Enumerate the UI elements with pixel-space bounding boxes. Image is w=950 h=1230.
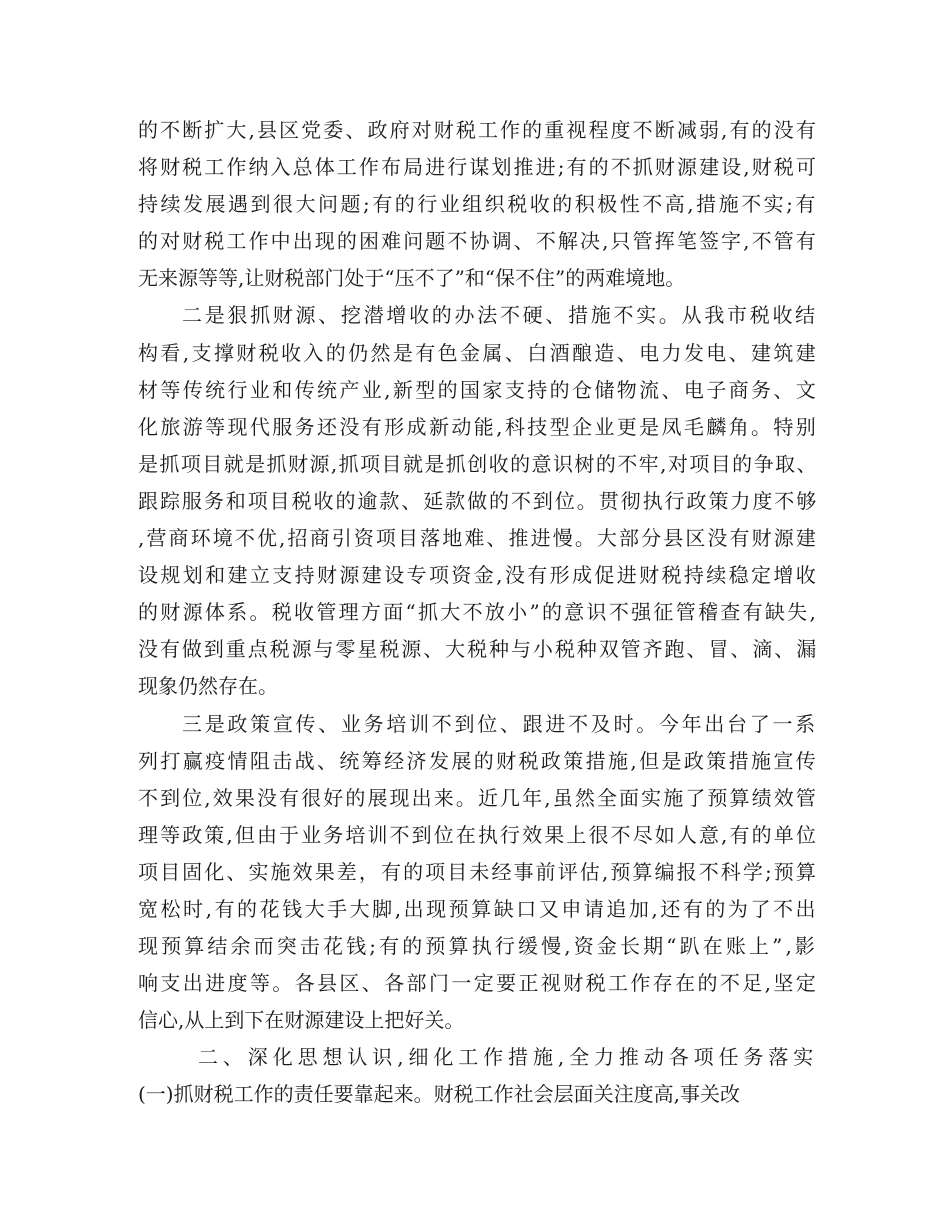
text-line: 化旅游等现代服务还没有形成新动能,科技型企业更是凤毛麟角。特别 — [138, 414, 818, 439]
section-heading: 二、深化思想认识,细化工作措施,全力推动各项任务落实 — [198, 1045, 818, 1070]
text-line: 材等传统行业和传统产业,新型的国家支持的仓储物流、电子商务、文 — [138, 377, 818, 402]
text-line: 的对财税工作中出现的困难问题不协调、不解决,只管挥笔签字,不管有 — [138, 229, 818, 254]
text-line: 的财源体系。税收管理方面“抓大不放小”的意识不强征管稽查有缺失, — [138, 600, 818, 625]
text-line: 无来源等等,让财税部门处于“压不了”和“保不住”的两难境地。 — [138, 266, 686, 291]
text-line: ,营商环境不优,招商引资项目落地难、推进慢。大部分县区没有财源建 — [138, 526, 818, 551]
text-line: 是抓项目就是抓财源,抓项目就是抓创收的意识树的不牢,对项目的争取、 — [138, 451, 818, 476]
paragraph — [138, 297, 818, 705]
text-line: 跟踪服务和项目税收的逾款、延款做的不到位。贯彻执行政策力度不够 — [138, 488, 818, 513]
text-line: (一)抓财税工作的责任要靠起来。财税工作社会层面关注度高,事关改 — [138, 1082, 740, 1107]
text-line: 信心,从上到下在财源建设上把好关。 — [138, 1008, 465, 1033]
text-line: 现预算结余而突击花钱;有的预算执行缓慢,资金长期“趴在账上”,影 — [138, 934, 818, 959]
text-line: 构看,支撑财税收入的仍然是有色金属、白酒酿造、电力发电、建筑建 — [138, 340, 818, 365]
paragraph — [138, 1039, 818, 1113]
paragraph — [138, 706, 818, 1040]
text-line: 将财税工作纳入总体工作布局进行谋划推进;有的不抓财源建设,财税可 — [138, 155, 818, 180]
text-line: 列打赢疫情阻击战、统筹经济发展的财税政策措施,但是政策措施宣传 — [138, 748, 818, 773]
text-line: 项目固化、实施效果差，有的项目未经事前评估,预算编报不科学;预算 — [138, 859, 818, 884]
text-line: 三是政策宣传、业务培训不到位、跟进不及时。今年出台了一系 — [182, 711, 818, 736]
text-line: 响支出进度等。各县区、各部门一定要正视财税工作存在的不足,坚定 — [138, 971, 818, 996]
text-line: 现象仍然存在。 — [138, 674, 278, 699]
text-line: 没有做到重点税源与零星税源、大税种与小税种双管齐跑、冒、滴、漏 — [138, 637, 818, 662]
document-body — [138, 112, 818, 1114]
text-line: 理等政策,但由于业务培训不到位在执行效果上很不尽如人意,有的单位 — [138, 822, 818, 847]
text-line: 不到位,效果没有很好的展现出来。近几年,虽然全面实施了预算绩效管 — [138, 785, 818, 810]
paragraph — [138, 112, 818, 297]
text-line: 持续发展遇到很大问题;有的行业组织税收的积极性不高,措施不实;有 — [138, 192, 818, 217]
text-line: 二是狠抓财源、挖潜增收的办法不硬、措施不实。从我市税收结 — [182, 303, 818, 328]
text-line: 的不断扩大,县区党委、政府对财税工作的重视程度不断减弱,有的没有 — [138, 118, 818, 142]
text-line: 设规划和建立支持财源建设专项资金,没有形成促进财税持续稳定增收 — [138, 563, 818, 588]
text-line: 宽松时,有的花钱大手大脚,出现预算缺口又申请追加,还有的为了不出 — [138, 896, 818, 921]
